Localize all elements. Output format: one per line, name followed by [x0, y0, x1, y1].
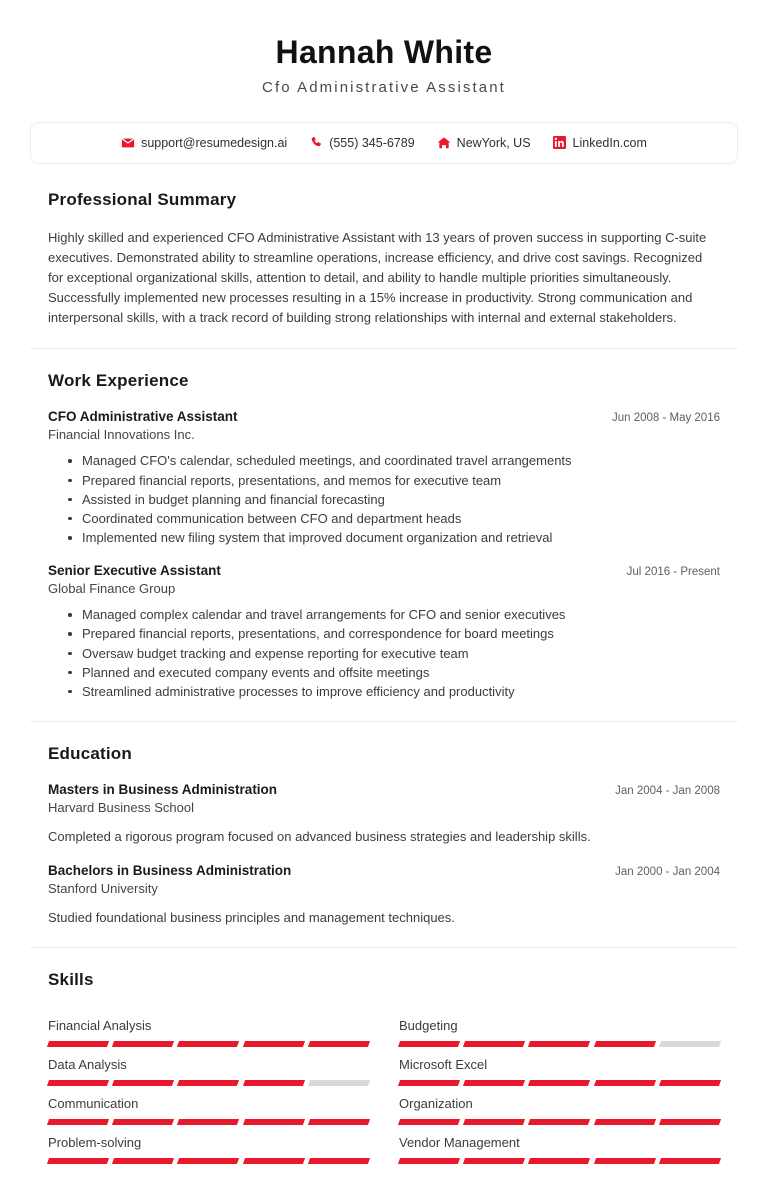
skill-rating-segment — [463, 1080, 525, 1086]
skill-rating-segment — [528, 1158, 590, 1164]
skill-rating-segment — [243, 1158, 305, 1164]
education-entry-head — [48, 782, 720, 797]
summary-text: Highly skilled and experienced CFO Administrative Assistant with 13 years of proven success in supporting C-suite executives. Demonstrated ability to streamline operations, increase efficiency, and drive cost savings. Recognized for exceptional organizational skills, attention to detail, and ability to handle multiple priorities simultaneously. Successfully implemented new processes resulting in a 15% increase in productivity. Strong communication and interpersonal skills, with a track record of building strong relationships with internal and external stakeholders. — [48, 229, 707, 326]
experience-organization: Financial Innovations Inc. — [48, 427, 195, 443]
contact-linkedin-label: LinkedIn.com — [572, 135, 647, 150]
skill-rating-segment — [463, 1041, 525, 1047]
education-description: Studied foundational business principles and management techniques. — [48, 909, 455, 925]
skill-item — [399, 1086, 720, 1125]
education-degree: Bachelors in Business Administration — [48, 862, 292, 878]
skill-rating-segment — [659, 1158, 721, 1164]
skill-rating-segment — [659, 1080, 721, 1086]
contact-email[interactable] — [121, 136, 287, 150]
skill-rating-segment — [112, 1158, 174, 1164]
skill-item — [48, 1086, 369, 1125]
skill-rating-segment — [308, 1158, 370, 1164]
skill-rating-segment — [398, 1041, 460, 1047]
list-item: Oversaw budget tracking and expense reporting for executive team — [66, 644, 720, 663]
experience-bullets — [66, 605, 720, 701]
list-item: Implemented new filing system that improved document organization and retrieval — [66, 528, 720, 547]
education-entry — [48, 782, 720, 847]
education-entry — [48, 863, 720, 928]
skill-item — [399, 1008, 720, 1047]
experience-date: Jul 2016 - Present — [626, 566, 720, 579]
skills-grid — [48, 1008, 720, 1164]
education-heading: Education — [48, 744, 132, 764]
skill-rating-segment — [47, 1041, 109, 1047]
skill-label: Problem-solving — [48, 1135, 142, 1151]
skill-label: Financial Analysis — [48, 1018, 152, 1034]
skill-rating-bar — [48, 1119, 369, 1125]
skill-rating-segment — [308, 1119, 370, 1125]
skill-rating-segment — [594, 1119, 656, 1125]
skill-rating-bar — [48, 1158, 369, 1164]
skill-rating-bar — [399, 1041, 720, 1047]
skill-label: Data Analysis — [48, 1057, 127, 1073]
skill-rating-segment — [47, 1119, 109, 1125]
experience-heading: Work Experience — [48, 371, 189, 391]
experience-date: Jun 2008 - May 2016 — [611, 412, 720, 425]
skill-label: Organization — [399, 1096, 473, 1112]
list-item: Coordinated communication between CFO and department heads — [66, 509, 720, 528]
skill-rating-segment — [463, 1119, 525, 1125]
section-professional-summary — [30, 164, 738, 350]
skill-rating-segment — [398, 1158, 460, 1164]
skill-rating-segment — [594, 1080, 656, 1086]
skill-label: Communication — [48, 1096, 139, 1112]
skill-rating-segment — [594, 1158, 656, 1164]
skill-rating-segment — [659, 1119, 721, 1125]
skill-rating-segment — [398, 1119, 460, 1125]
list-item: Prepared financial reports, presentations, and memos for executive team — [66, 471, 720, 490]
contact-linkedin[interactable] — [553, 136, 647, 150]
summary-heading: Professional Summary — [48, 189, 237, 209]
education-description: Completed a rigorous program focused on advanced business strategies and leadership skills. — [48, 829, 591, 845]
education-date: Jan 2004 - Jan 2008 — [615, 785, 720, 798]
education-date: Jan 2000 - Jan 2004 — [615, 865, 720, 878]
skill-rating-segment — [47, 1080, 109, 1086]
skill-label: Microsoft Excel — [399, 1057, 488, 1073]
skill-rating-segment — [463, 1158, 525, 1164]
skill-item — [399, 1047, 720, 1086]
skill-rating-segment — [308, 1041, 370, 1047]
linkedin-icon — [553, 136, 567, 150]
skill-rating-segment — [177, 1080, 239, 1086]
experience-entry — [48, 563, 720, 701]
skill-rating-segment — [243, 1119, 305, 1125]
skill-rating-segment — [112, 1080, 174, 1086]
contact-location-label: NewYork, US — [456, 135, 531, 150]
experience-entry-head — [48, 563, 720, 578]
contact-bar — [30, 122, 738, 164]
education-school: Stanford University — [48, 880, 158, 896]
skill-label: Vendor Management — [399, 1135, 520, 1151]
experience-entry-head — [48, 409, 720, 424]
list-item: Streamlined administrative processes to improve efficiency and productivity — [66, 682, 720, 701]
skill-rating-segment — [112, 1119, 174, 1125]
list-item: Assisted in budget planning and financial forecasting — [66, 490, 720, 509]
skill-rating-segment — [659, 1041, 721, 1047]
skill-rating-segment — [594, 1041, 656, 1047]
skill-rating-segment — [177, 1158, 239, 1164]
skill-rating-bar — [399, 1080, 720, 1086]
candidate-job-title: Cfo Administrative Assistant — [262, 78, 506, 96]
home-icon — [437, 136, 451, 150]
contact-phone[interactable] — [309, 136, 414, 150]
skill-rating-segment — [528, 1080, 590, 1086]
experience-organization: Global Finance Group — [48, 581, 176, 597]
experience-role: CFO Administrative Assistant — [48, 409, 238, 425]
skill-rating-bar — [399, 1119, 720, 1125]
list-item: Managed complex calendar and travel arrangements for CFO and senior executives — [66, 605, 720, 624]
list-item: Prepared financial reports, presentations, and correspondence for board meetings — [66, 624, 720, 643]
experience-bullets — [66, 451, 720, 547]
skill-rating-segment — [177, 1119, 239, 1125]
experience-role: Senior Executive Assistant — [48, 563, 221, 579]
skill-rating-segment — [243, 1080, 305, 1086]
list-item: Planned and executed company events and offsite meetings — [66, 663, 720, 682]
phone-icon — [309, 136, 323, 150]
skill-rating-segment — [398, 1080, 460, 1086]
resume-header — [30, 0, 738, 122]
skill-rating-bar — [399, 1158, 720, 1164]
skill-rating-bar — [48, 1080, 369, 1086]
envelope-icon — [121, 136, 135, 150]
section-work-experience — [30, 349, 738, 722]
education-degree: Masters in Business Administration — [48, 782, 278, 798]
skill-item — [399, 1125, 720, 1164]
candidate-name: Hannah White — [275, 34, 493, 70]
skill-label: Budgeting — [399, 1018, 458, 1034]
skill-rating-segment — [47, 1158, 109, 1164]
skill-rating-bar — [48, 1041, 369, 1047]
skill-rating-segment — [112, 1041, 174, 1047]
contact-phone-label: (555) 345-6789 — [329, 135, 415, 150]
contact-location[interactable] — [437, 136, 531, 150]
skill-rating-segment — [177, 1041, 239, 1047]
experience-entry — [48, 409, 720, 547]
skill-item — [48, 1008, 369, 1047]
contact-email-label: support@resumedesign.ai — [141, 135, 288, 150]
skill-rating-segment — [243, 1041, 305, 1047]
list-item: Managed CFO's calendar, scheduled meetings, and coordinated travel arrangements — [66, 451, 720, 470]
skill-item — [48, 1047, 369, 1086]
section-skills — [30, 948, 738, 1184]
education-entry-head — [48, 863, 720, 878]
skill-item — [48, 1125, 369, 1164]
skills-heading: Skills — [48, 970, 94, 990]
skill-rating-segment — [528, 1119, 590, 1125]
skill-rating-segment — [528, 1041, 590, 1047]
skill-rating-segment — [308, 1080, 370, 1086]
section-education — [30, 722, 738, 948]
education-school: Harvard Business School — [48, 800, 194, 816]
